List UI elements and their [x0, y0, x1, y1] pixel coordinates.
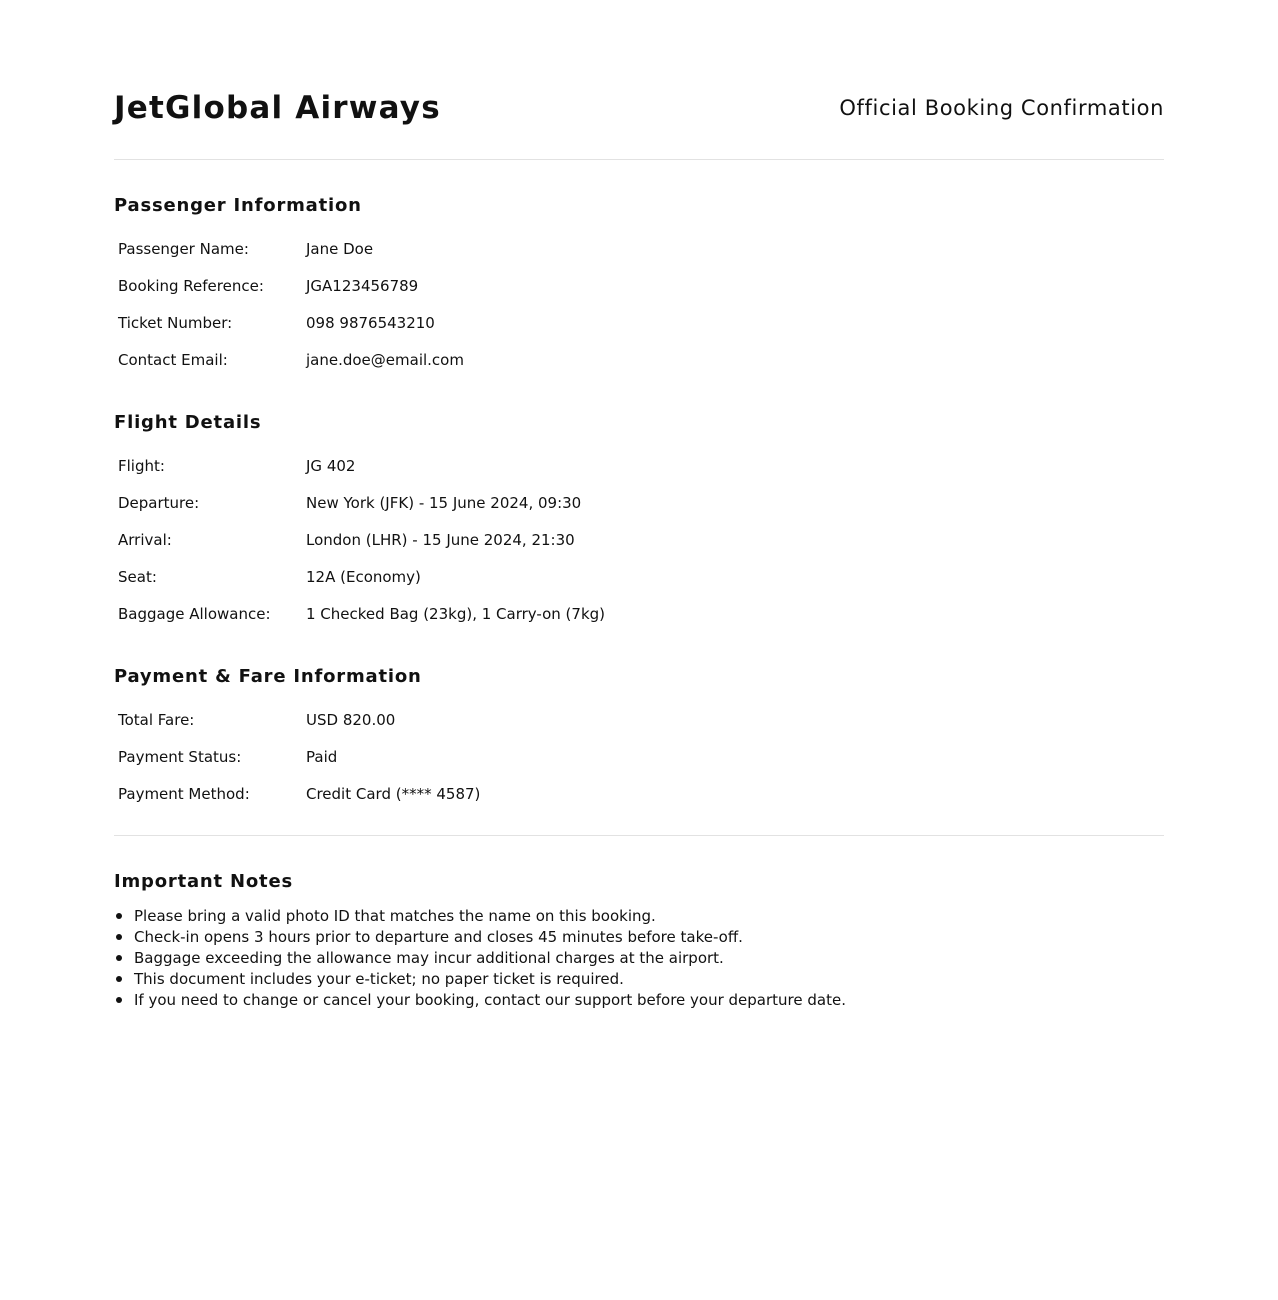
notes-list — [114, 906, 1164, 1011]
payment-section-title: Payment & Fare Information — [114, 666, 422, 687]
passenger-section-title: Passenger Information — [114, 195, 362, 216]
note-text: If you need to change or cancel your booking, contact our support before your departure date. — [134, 991, 846, 1009]
bullet-icon — [116, 934, 122, 940]
field-label: Payment Method: — [118, 784, 250, 803]
ticket-number-value: 098 9876543210 — [306, 313, 435, 332]
document-title: Official Booking Confirmation — [839, 96, 1164, 120]
field-label: Baggage Allowance: — [118, 604, 271, 623]
passenger-row-booking-reference — [114, 267, 1164, 304]
bullet-icon — [116, 955, 122, 961]
flight-number-value: JG 402 — [306, 456, 356, 475]
payment-status-value: Paid — [306, 747, 338, 766]
note-text: Please bring a valid photo ID that matches the name on this booking. — [134, 907, 656, 925]
baggage-allowance-value: 1 Checked Bag (23kg), 1 Carry-on (7kg) — [306, 604, 606, 623]
field-label: Booking Reference: — [118, 276, 264, 295]
notes-section-title: Important Notes — [114, 871, 293, 892]
field-label: Payment Status: — [118, 747, 242, 766]
passenger-row-contact-email — [114, 341, 1164, 378]
field-label: Seat: — [118, 567, 157, 586]
field-label: Contact Email: — [118, 350, 228, 369]
list-item — [114, 948, 1164, 969]
flight-details-table — [114, 447, 1164, 632]
flight-row-baggage — [114, 595, 1164, 632]
arrival-value: London (LHR) - 15 June 2024, 21:30 — [306, 530, 575, 549]
flight-section-title: Flight Details — [114, 412, 262, 433]
bullet-icon — [116, 913, 122, 919]
payment-row-status — [114, 738, 1164, 775]
field-label: Arrival: — [118, 530, 172, 549]
flight-row-departure — [114, 484, 1164, 521]
payment-info-table — [114, 701, 1164, 812]
passenger-row-ticket-number — [114, 304, 1164, 341]
notes-divider — [114, 835, 1164, 836]
airline-name: JetGlobal Airways — [114, 90, 441, 126]
list-item — [114, 906, 1164, 927]
passenger-info-table — [114, 230, 1164, 378]
field-label: Flight: — [118, 456, 165, 475]
booking-confirmation-page — [114, 0, 1164, 1011]
note-text: Check-in opens 3 hours prior to departure and closes 45 minutes before take-off. — [134, 928, 743, 946]
note-text: This document includes your e-ticket; no paper ticket is required. — [134, 970, 624, 988]
document-header — [114, 88, 1164, 128]
flight-row-seat — [114, 558, 1164, 595]
total-fare-value: USD 820.00 — [306, 710, 396, 729]
header-divider — [114, 159, 1164, 160]
field-label: Total Fare: — [118, 710, 195, 729]
passenger-name-value: Jane Doe — [306, 239, 374, 258]
departure-value: New York (JFK) - 15 June 2024, 09:30 — [306, 493, 582, 512]
booking-reference-value: JGA123456789 — [306, 276, 419, 295]
flight-row-arrival — [114, 521, 1164, 558]
payment-row-method — [114, 775, 1164, 812]
flight-row-flight — [114, 447, 1164, 484]
seat-value: 12A (Economy) — [306, 567, 421, 586]
note-text: Baggage exceeding the allowance may incur additional charges at the airport. — [134, 949, 724, 967]
field-label: Ticket Number: — [118, 313, 233, 332]
payment-row-total-fare — [114, 701, 1164, 738]
bullet-icon — [116, 976, 122, 982]
field-label: Departure: — [118, 493, 200, 512]
contact-email-value: jane.doe@email.com — [306, 350, 464, 369]
list-item — [114, 990, 1164, 1011]
payment-method-value: Credit Card (**** 4587) — [306, 784, 481, 803]
bullet-icon — [116, 997, 122, 1003]
list-item — [114, 969, 1164, 990]
field-label: Passenger Name: — [118, 239, 249, 258]
passenger-row-name — [114, 230, 1164, 267]
list-item — [114, 927, 1164, 948]
